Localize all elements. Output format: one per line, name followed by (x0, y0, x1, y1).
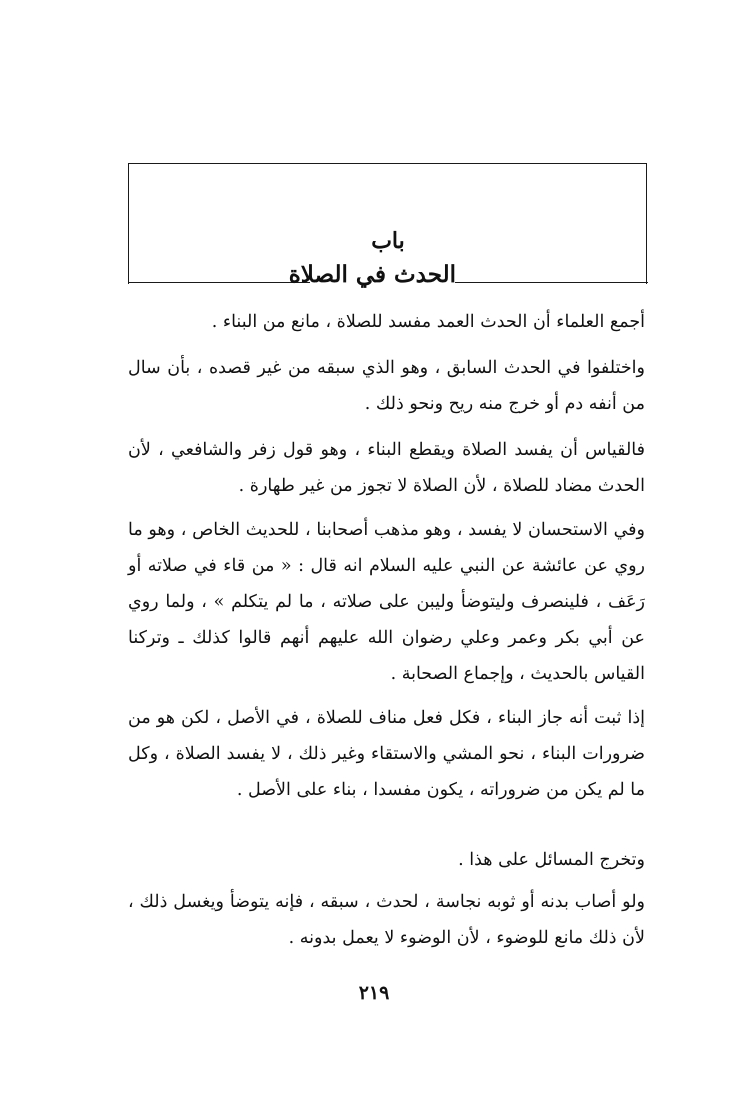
paragraph-7: ولو أصاب بدنه أو ثوبه نجاسة ، لحدث ، سبقه ، فإنه يتوضأ ويغسل ذلك ، لأن ذلك مانع للوضوء ، لأن الوضوء لا يعمل بدونه . (128, 892, 645, 948)
chapter-title: الحدث في الصلاة (288, 261, 456, 288)
page-number: ٢١٩ (358, 982, 390, 1004)
header-rule-left (128, 282, 310, 283)
paragraph-4: وفي الاستحسان لا يفسد ، وهو مذهب أصحابنا ، للحديث الخاص ، وهو ما روي عن عائشة عن النبي عليه السلام انه قال : « من قاء في صلاته أو رَعَف ، فلينصرف وليتوضأ وليبن على صلاته ، ما لم يتكلم » ، ولما روي عن أبي بكر وعمر وعلي رضوان الله عليهم أنهم قالوا كذلك ـ وتركنا القياس بالحديث ، وإجماع الصحابة . (128, 520, 645, 684)
paragraph-6: وتخرج المسائل على هذا . (458, 850, 645, 870)
paragraph-3: فالقياس أن يفسد الصلاة ويقطع البناء ، وهو قول زفر والشافعي ، لأن الحدث مضاد للصلاة ، لأن الصلاة لا تجوز من غير طهارة . (128, 440, 645, 496)
paragraph-1: أجمع العلماء أن الحدث العمد مفسد للصلاة ، مانع من البناء . (211, 312, 645, 332)
chapter-label: باب (371, 228, 405, 254)
paragraph-2: واختلفوا في الحدث السابق ، وهو الذي سبقه من غير قصده ، بأن سال من أنفه دم أو خرج منه ريح ونحو ذلك . (128, 358, 645, 414)
header-rule-right (455, 282, 648, 283)
paragraph-5: إذا ثبت أنه جاز البناء ، فكل فعل مناف للصلاة ، في الأصل ، لكن هو من ضرورات البناء ، نحو المشي والاستقاء وغير ذلك ، لا يفسد الصلاة ، وكل ما لم يكن من ضروراته ، يكون مفسدا ، بناء على الأصل . (128, 708, 645, 800)
